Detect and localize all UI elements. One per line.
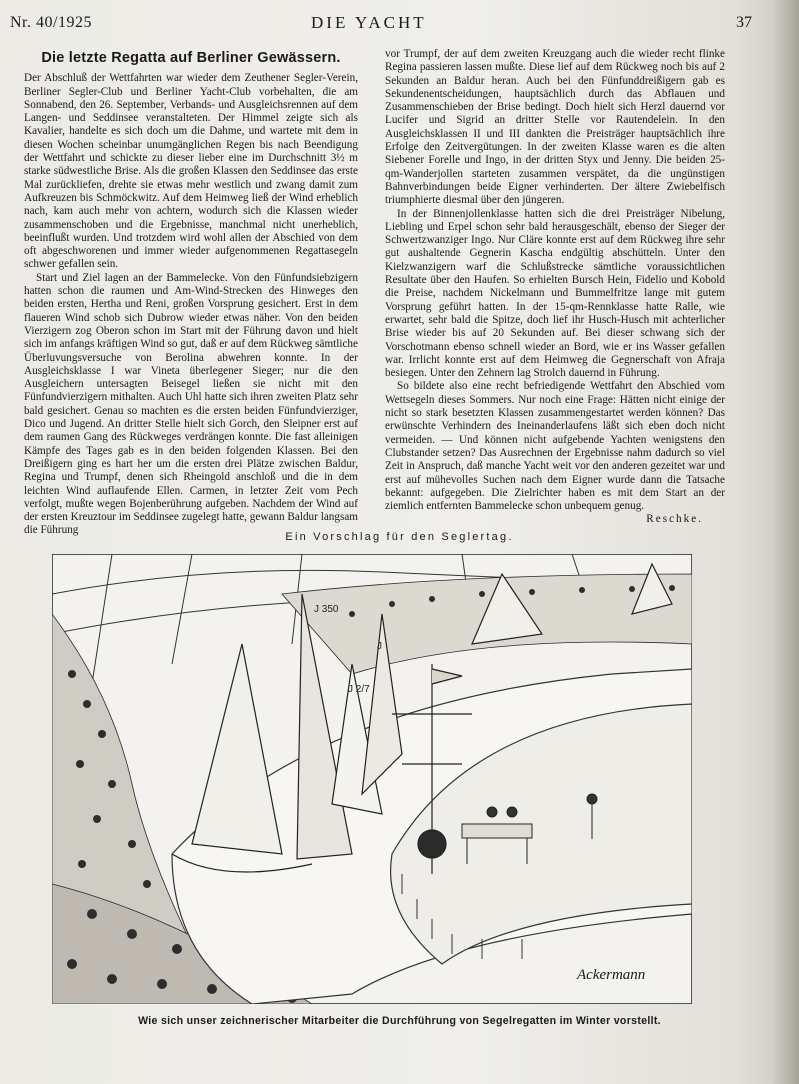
page-number: 37 — [736, 14, 752, 31]
artist-signature: Ackermann — [577, 967, 646, 983]
page-header — [0, 10, 799, 36]
article-column-left — [24, 50, 358, 538]
illustration — [52, 554, 692, 1004]
magazine-title: DIE YACHT — [311, 13, 427, 32]
article-paragraph: So bildete also eine recht befriedigende Wettfahrt den Abschied vom Wettsegeln dieses Sommers. Nur noch eine Frage: Hätten nicht einige der nicht so stark besetzten Klassen zusammengestartet werden können? Das erwünschte Verhindern des Ineinanderlaufens läßt sich eben doch nicht vermeiden. — Und können nicht aufgebende Yachten wenigstens den Clubstander setzen? Das Ausrechnen der Ergebnisse nahm dadurch so viel Zeit in Anspruch, daß manche Yacht weit vor den anderen gezeitet war und erst auf mühevolles Suchen nach dem Eigner wurde dann die Tatsache bekannt: aufgegeben. Die Zielrichter haben es mit dem Start an der ziemlich entfernten Bammelecke schon unbequem genug. — [385, 380, 725, 513]
sail-number-350: J 350 — [314, 604, 339, 615]
article-paragraph: Start und Ziel lagen an der Bammelecke. Von den Fünfundsiebzigern hatten schon die raumen und Am-Wind-Strecken des Hinweges den beiden ersten, Hertha und Reni, großen Vorsprung gesichert. Erst in dem flaueren Wind schob sich Dubrow wieder etwas näher. Von den beiden Vierzigern zog Oberon schon im Start mit der Führung davon und hielt sich im anfangs kräftigen Wind so gut, daß er auf dem Rückweg sämtliche Überluvungsversuche von Berolina abwehren konnte. In der Ausgleichsklasse I war Vineta überlegener Sieger; nur die den Ausgleichern untersagten Beisegel ließen sie nicht mit den Fünfundvierzigern mithalten. Auch Uhl hatte sich ihren zweiten Platz sehr bald gesichert. Genau so machten es die ersten beiden Fünfundvierziger, Dico und Jugend. An dritter Stelle hielt sich Gorch, den Sleipner erst auf dem raumen Gang des Rückweges verdrängen konnte. Die fast alleinigen Kämpfe des Tages gab es in den beiden folgenden Klassen. Bei den Dreißigern ging es hart her um die ersten drei Plätze zwischen Baldur, Regina und Trumpf, denen sich Rheingold anschloß und die in dem leichten Wind auflaufende Ellen. Carmen, in letzter Zeit vom Pech verfolgt, mußte wegen Bojenberührung aufgeben. Nachdem der Wind auf der ersten Kreuztour im Seddinsee zugelegt hatte, gewann Baldur langsam die Führung — [24, 271, 358, 537]
article-paragraph: vor Trumpf, der auf dem zweiten Kreuzgang auch die wieder recht flinke Regina passieren lassen mußte. Diese lief auf dem Rückweg noch bis auf 2 Sekunden an Baldur heran. Auch bei den Fünfunddreißigern gab es Sekundenentscheidungen, hauptsächlich durch das Abflauen und Zusammenschieben der Brise bedingt. Doch hielt sich Herzl dauernd vor Lucifer und Sigrid an dritter Stelle vor Rautendelein. In den Ausgleichsklassen II und III dankten die Preisträger hauptsächlich ihre Erfolge den Zeitvergütungen. In der zweiten Klasse waren es die alten Siebener Forelle und Ingo, in der dritten Styx und Jenny. Die beiden 25-qm-Wanderjollen starteten zusammen verspätet, da die ungünstigen Bahnverbindungen beide Eigner verhinderten. Der ältere Zwiebelfisch triumphierte diesmal über den jüngeren. — [385, 48, 725, 207]
illustration-title: Ein Vorschlag für den Seglertag. — [285, 531, 514, 543]
article-paragraph: Der Abschluß der Wettfahrten war wieder dem Zeuthener Segler-Verein, Berliner Segler-Club und Berliner Yacht-Club vorbehalten, die am Sonnabend, den 26. September, Verbands- und Ausgleichsrennen auf dem Langen- und Seddinsee veranstalteten. Der Himmel zeigte sich als Kavalier, handelte es sich doch um die Dahme, und wartete mit dem in diesen Wochen scheinbar unumgänglichen Regen bis nach Beendigung der Wettfahrt und schickte zu dieser lieber eine im Durchschnitt 3½ m starke südwestliche Brise. Als die großen Klassen den Seddinsee das erste Mal zurückliefen, drehte sie etwas mehr westlich und zwang damit zum Aufkreuzen bis Schmöckwitz. Auf dem Heimweg ließ der Wind erheblich nach, kam auch mehr von achtern, wodurch sich die Klassen wieder zusammenschoben und die Ergebnisse, manchmal nicht unerheblich, beeinflußt wurden. Und trotzdem wird wohl allen der Abschied von dem oft abgeschworenen und immer wieder aufgenommenen Regattasegeln schwer gefallen sein. — [24, 72, 358, 271]
illustration-caption: Wie sich unser zeichnerischer Mitarbeiter die Durchführung von Segelregatten im Winter vorstellt. — [138, 1015, 661, 1027]
regatta-cartoon-drawing — [52, 554, 692, 1004]
article-column-right — [385, 48, 725, 527]
sail-number-2-7: J 2/7 — [348, 684, 370, 695]
sail-number-j: J — [377, 641, 382, 652]
article-author: Reschke. — [646, 513, 703, 526]
article-headline: Die letzte Regatta auf Berliner Gewässern. — [41, 50, 341, 66]
article-paragraph: In der Binnenjollenklasse hatten sich die drei Preisträger Nibelung, Liebling und Erpel schon sehr bald herausgeschält, ebenso der Sieger der Schwertzwanziger Ingo. Nur Cläre konnte erst auf dem Rückweg ihre sehr gut aushaltende Gegnerin Kascha endgültig abschütteln. Unter den Kielzwanzigern warf die Schlußstrecke sämtliche voraussichtlichen Resultate über den Haufen. So erhielten Bursch Hein, Fidelio und Kobold die Preise, nachdem Nickelmann und Bummelfritze lange mit gutem Vorsprung geführt hatten. In der 15-qm-Rennklasse hatte Ralle, wie erwartet, sehr bald die Spitze, doch lief ihr Husch-Husch mit achterlicher Brise wieder bis auf 20 Sekunden auf. Bei dieser schwang sich der Vorschotmann ebenso schnell wieder an Bord, wie er ins Wasser gefallen war. Irrlicht konnte erst auf dem Heimweg die Gegnerschaft von Afraja besiegen. Unter den Zehnern lag Strolch dauernd in Führung. — [385, 207, 725, 380]
issue-number: Nr. 40/1925 — [10, 14, 92, 31]
